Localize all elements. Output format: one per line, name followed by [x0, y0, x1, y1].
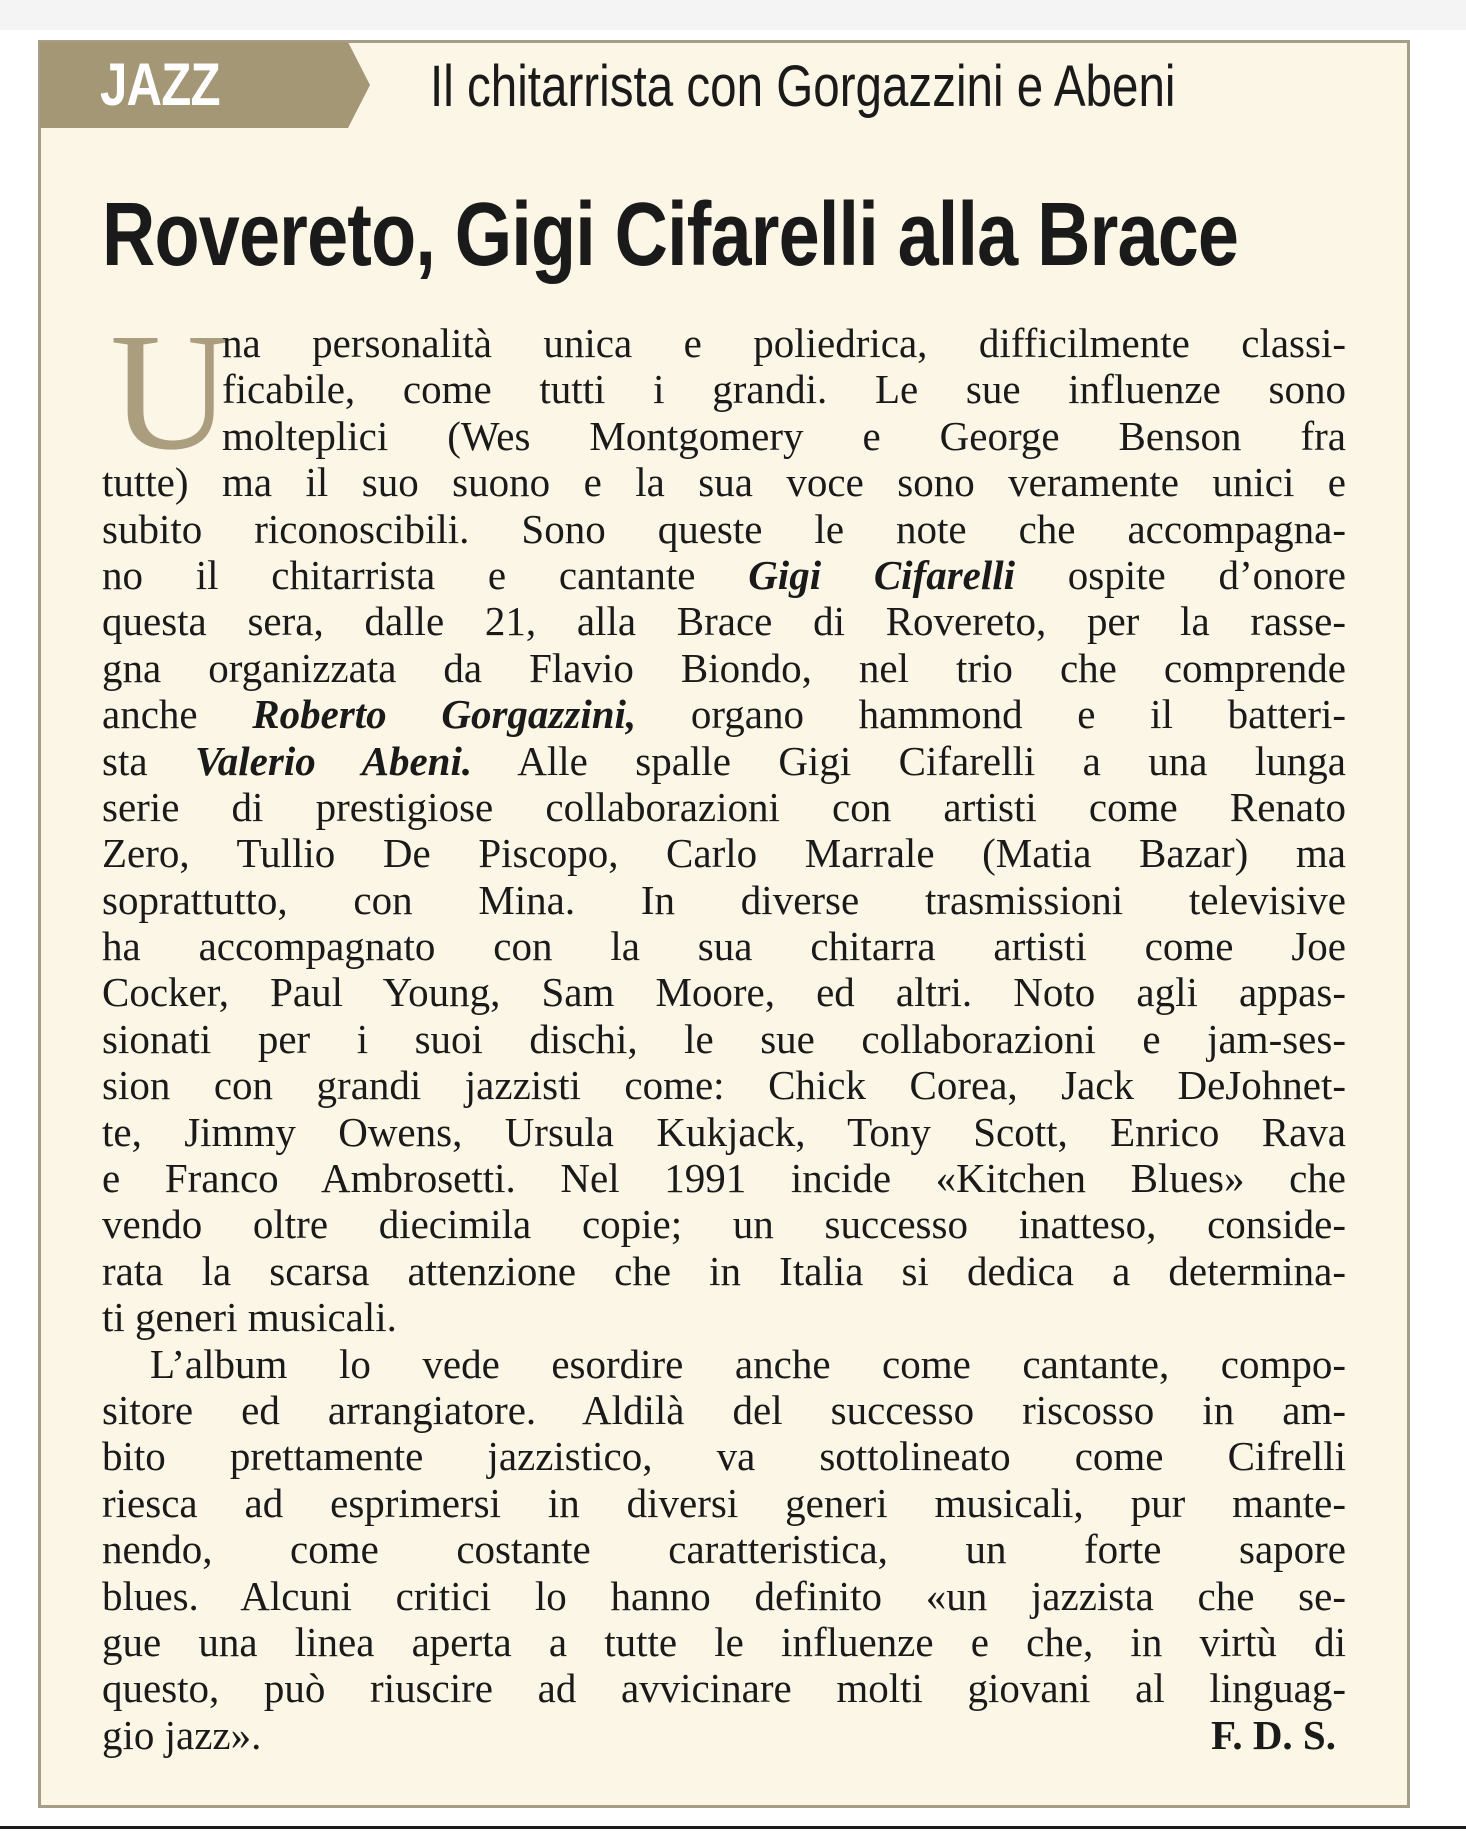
body-line: [102, 738, 1346, 784]
body-line: bito prettamente jazzistico, va sottolineato come Cifrelli: [102, 1433, 1346, 1480]
body-line: ti generi musicali.: [102, 1294, 397, 1341]
article-headline: Rovereto, Gigi Cifarelli alla Brace: [102, 185, 1239, 285]
body-line: [102, 552, 1346, 598]
body-line: sionati per i suoi dischi, le sue collaborazioni e jam-ses-: [102, 1015, 1346, 1062]
body-line: tutte) ma il suo suono e la sua voce sono veramente unici e: [102, 459, 1346, 506]
page-top-strip: [0, 0, 1466, 30]
body-line: L’album lo vede esordire anche come cantante, compo-: [150, 1340, 1346, 1387]
body-line: vendo oltre diecimila copie; un successo inatteso, conside-: [102, 1201, 1346, 1248]
body-line: soprattutto, con Mina. In diverse trasmissioni televisive: [102, 876, 1346, 923]
body-line: sitore ed arrangiatore. Aldilà del successo riscosso in am-: [102, 1386, 1346, 1433]
body-line: [102, 691, 1346, 737]
body-line: rata la scarsa attenzione che in Italia si dedica a determina-: [102, 1247, 1346, 1294]
body-text-segment: no il chitarrista e cantante: [102, 551, 749, 598]
body-line: ha accompagnato con la sua chitarra artisti come Joe: [102, 923, 1346, 970]
kicker-subhead: Il chitarrista con Gorgazzini e Abeni: [430, 54, 1176, 119]
person-name: Gigi Cifarelli: [748, 551, 1016, 598]
body-line: gue una linea aperta a tutte le influenze e che, in virtù di: [102, 1618, 1346, 1665]
drop-cap: U: [110, 299, 232, 485]
body-line: te, Jimmy Owens, Ursula Kukjack, Tony Scott, Enrico Rava: [102, 1108, 1346, 1155]
person-name: Valerio Abeni.: [194, 737, 473, 784]
body-line: e Franco Ambrosetti. Nel 1991 incide «Kitchen Blues» che: [102, 1155, 1346, 1202]
body-text-segment: sta: [102, 737, 195, 784]
body-line: gio jazz».: [102, 1711, 262, 1758]
body-line: molteplici (Wes Montgomery e George Benson fra: [222, 412, 1346, 459]
body-line: questa sera, dalle 21, alla Brace di Rovereto, per la rasse-: [102, 598, 1346, 645]
body-line: nendo, come costante caratteristica, un forte sapore: [102, 1526, 1346, 1573]
author-signature: F. D. S.: [1211, 1711, 1336, 1758]
page-bottom-rule: [0, 1826, 1466, 1829]
body-line: Cocker, Paul Young, Sam Moore, ed altri. Noto agli appas-: [102, 969, 1346, 1016]
body-text-segment: Alle spalle Gigi Cifarelli a una lunga: [472, 737, 1346, 784]
body-line: Zero, Tullio De Piscopo, Carlo Marrale (Matia Bazar) ma: [102, 830, 1346, 877]
article-body: [102, 299, 1347, 1758]
section-label: JAZZ: [100, 51, 220, 118]
body-line: na personalità unica e poliedrica, difficilmente classi-: [222, 320, 1346, 366]
body-line: serie di prestigiose collaborazioni con artisti come Renato: [102, 783, 1346, 830]
body-text-segment: ospite d’onore: [1015, 551, 1346, 598]
body-line: subito riconoscibili. Sono queste le note che accompagna-: [102, 505, 1346, 552]
body-line: ficabile, come tutti i grandi. Le sue influenze sono: [222, 366, 1346, 413]
body-text-segment: organo hammond e il batteri-: [636, 691, 1347, 738]
closing-line: [102, 1712, 1346, 1758]
body-line: sion con grandi jazzisti come: Chick Corea, Jack DeJohnet-: [102, 1062, 1346, 1109]
body-line: riesca ad esprimersi in diversi generi musicali, pur mante-: [102, 1479, 1346, 1526]
body-text-segment: anche: [102, 691, 253, 738]
body-line: blues. Alcuni critici lo hanno definito «un jazzista che se-: [102, 1572, 1346, 1619]
body-line: gna organizzata da Flavio Biondo, nel trio che comprende: [102, 644, 1346, 691]
body-line: questo, può riuscire ad avvicinare molti giovani al linguag-: [102, 1665, 1346, 1712]
person-name: Roberto Gorgazzini,: [252, 691, 637, 738]
